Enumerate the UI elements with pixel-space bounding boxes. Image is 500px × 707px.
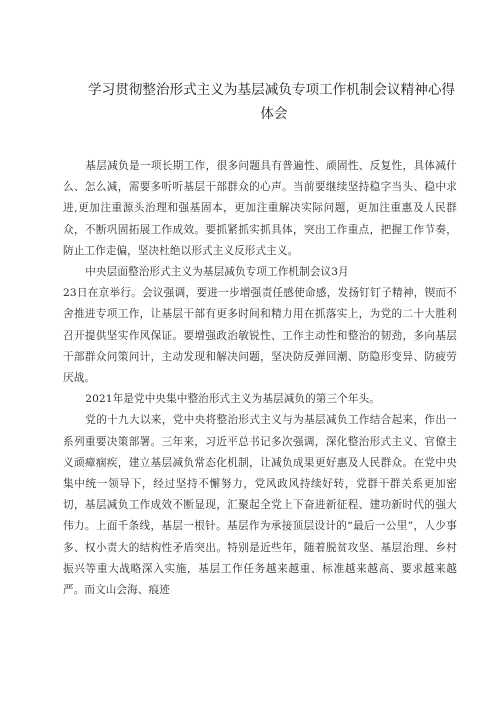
paragraph-2: 中央层面整治形式主义为基层减负专项工作机制会议3月	[85, 266, 349, 279]
paragraph-4: 2021年是党中央集中整治形式主义为基层减负的第三个年头。	[85, 393, 380, 406]
paragraph-3: 23日在京举行。会议强调，要进一步增强责任感使命感，发扬钉钉子精神，锲而不舍推进专项工作，让基层干部有更多时间和精力用在抓落实上，为党的二十大胜利召开提供坚实作风保证。要增强政治敏锐性、工作主动性和整治的韧劲，多向基层干部群众问策问计，主动发现和解决问题，坚决防反弹回潮、防隐形变异、防疲劳厌战。	[63, 287, 457, 385]
paragraph-5: 党的十九大以来，党中央将整治形式主义与为基层减负工作结合起来，作出一系列重要决策部署。三年来，习近平总书记多次强调，深化整治形式主义、官僚主义顽瘴痼疾，建立基层减负常态化机制，让减负成果更好惠及人民群众。在党中央集中统一领导下，经过坚持不懈努力，党风政风持续好转，党群干群关系更加密切，基层减负工作成效不断显现，汇聚起全党上下奋进新征程、建功新时代的强大伟力。上面千条线，基层一根针。基层作为承接顶层设计的“最后一公里”，人少事多、权小责大的结构性矛盾突出。特别是近些年，随着脱贫攻坚、基层治理、乡村振兴等重大战略深入实施，基层工作任务越来越重、标准越来越高、要求越来越严。而文山会海、痕迹	[63, 414, 457, 597]
document-title	[88, 78, 460, 126]
paragraph-1: 基层减负是一项长期工作，很多问题具有普遍性、顽固性、反复性，具体减什么、怎么减，需要多听听基层干部群众的心声。当前要继续坚持稳字当头、稳中求进,更加注重源头治理和强基固本，更加注重解决实际问题，更加注重惠及人民群众，不断巩固拓展工作成效。要抓紧抓实抓具体，突出工作重点，把握工作节奏，防止工作走偏，坚决杜绝以形式主义反形式主义。	[63, 160, 457, 257]
document-title-line-2: 体会	[260, 106, 288, 122]
document-body	[63, 156, 457, 601]
document-title-line-1: 学习贯彻整治形式主义为基层减负专项工作机制会议精神心得	[88, 82, 456, 98]
